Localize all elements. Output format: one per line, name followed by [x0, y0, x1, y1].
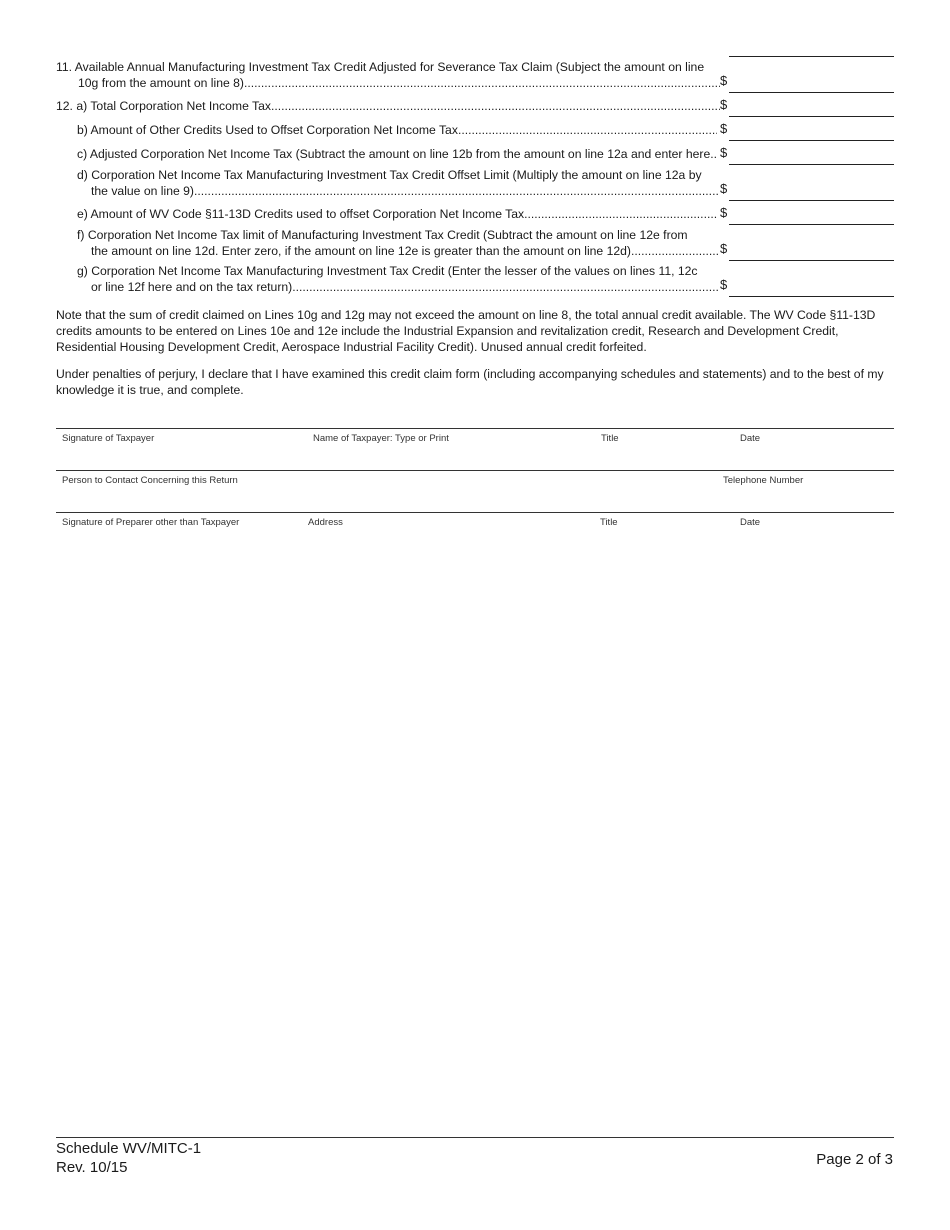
line-12e-dollar-sign: $ — [720, 205, 728, 220]
line-12e-text: e) Amount of WV Code §11-13D Credits used to offset Corporation Net Income Tax — [77, 207, 525, 221]
telephone-label: Telephone Number — [723, 475, 804, 486]
contact-person-label: Person to Contact Concerning this Return — [62, 475, 238, 486]
signature-rule-2 — [56, 470, 894, 471]
line-12b-amount-field[interactable] — [729, 140, 894, 141]
line-12c-dollar-sign: $ — [720, 145, 728, 160]
preparer-signature-label: Signature of Preparer other than Taxpayer — [62, 517, 240, 528]
line-12g-text: g) Corporation Net Income Tax Manufacturing Investment Tax Credit (Enter the lesser of the values on lines 11, 12c — [77, 264, 698, 278]
leader-dots — [710, 146, 717, 162]
line-12b-dollar-sign: $ — [720, 121, 728, 136]
line-11-top-rule — [729, 56, 894, 57]
line-12a — [56, 98, 720, 114]
line-12e-amount-field[interactable] — [729, 224, 894, 225]
signature-rule-1 — [56, 428, 894, 429]
perjury-declaration: Under penalties of perjury, I declare that I have examined this credit claim form (including accompanying schedules and statements) and to the best of my knowledge it is true, and complete. — [56, 367, 884, 397]
line-12f-dollar-sign: $ — [720, 241, 728, 256]
line-12g-text-cont: or line 12f here and on the tax return) — [91, 280, 293, 294]
line-12f-text-cont: the amount on line 12d. Enter zero, if the amount on line 12e is greater than the amount on line 12d) — [91, 244, 631, 258]
title-label: Title — [601, 433, 619, 444]
line-11-amount-field[interactable] — [729, 92, 894, 93]
line-12d-text: d) Corporation Net Income Tax Manufacturing Investment Tax Credit Offset Limit (Multiply the amount on line 12a by — [77, 168, 702, 182]
line-12g-amount-field[interactable] — [729, 296, 894, 297]
line-12d-text-cont: the value on line 9) — [91, 184, 194, 198]
taxpayer-name-label: Name of Taxpayer: Type or Print — [313, 433, 449, 444]
revision-date: Rev. 10/15 — [56, 1159, 128, 1176]
line-11-text-cont: 10g from the amount on line 8) — [78, 76, 244, 90]
line-12c-amount-field[interactable] — [729, 164, 894, 165]
line-12e — [77, 206, 717, 222]
leader-dots — [458, 122, 717, 138]
line-12d-dollar-sign: $ — [720, 181, 728, 196]
line-12f-amount-field[interactable] — [729, 260, 894, 261]
line-12g-dollar-sign: $ — [720, 277, 728, 292]
line-12f-text: f) Corporation Net Income Tax limit of Manufacturing Investment Tax Credit (Subtract the amount on line 12e from — [77, 228, 688, 242]
line-12a-text: 12. a) Total Corporation Net Income Tax — [56, 99, 271, 113]
leader-dots — [631, 243, 720, 259]
line-11 — [56, 59, 720, 91]
credit-note: Note that the sum of credit claimed on Lines 10g and 12g may not exceed the amount on line 8, the total annual credit available. The WV Code §11-13D credits amounts to be entered on Lines 10e and 12e include the Industrial Expansion and revitalization credit, Research and Development Credit, Residential Housing Development Credit, Aerospace Industrial Facility Credit). Unused annual credit forfeited. — [56, 308, 876, 354]
line-12a-dollar-sign: $ — [720, 97, 728, 112]
signature-rule-3 — [56, 512, 894, 513]
line-11-dollar-sign: $ — [720, 73, 728, 88]
page-number: Page 2 of 3 — [816, 1151, 893, 1168]
date-label: Date — [740, 433, 761, 444]
leader-dots — [271, 98, 720, 114]
schedule-id: Schedule WV/MITC-1 — [56, 1140, 202, 1157]
line-12d — [77, 167, 720, 199]
address-label: Address — [308, 517, 343, 528]
line-12a-amount-field[interactable] — [729, 116, 894, 117]
taxpayer-signature-label: Signature of Taxpayer — [62, 433, 155, 444]
line-12c — [77, 146, 717, 162]
line-12d-amount-field[interactable] — [729, 200, 894, 201]
leader-dots — [524, 206, 717, 222]
line-12g — [77, 263, 720, 295]
line-11-text: 11. Available Annual Manufacturing Investment Tax Credit Adjusted for Severance Tax Claim (Subject the amount on line — [56, 60, 705, 74]
line-12f — [77, 227, 720, 259]
preparer-date-label: Date — [740, 517, 761, 528]
leader-dots — [194, 183, 720, 199]
line-12c-text: c) Adjusted Corporation Net Income Tax (Subtract the amount on line 12b from the amount on line 12a and enter here — [77, 147, 711, 161]
leader-dots — [292, 279, 720, 295]
footer-rule — [56, 1137, 894, 1138]
line-12b-text: b) Amount of Other Credits Used to Offset Corporation Net Income Tax — [77, 123, 458, 137]
preparer-title-label: Title — [600, 517, 618, 528]
leader-dots — [244, 75, 720, 91]
line-12b — [77, 122, 717, 138]
